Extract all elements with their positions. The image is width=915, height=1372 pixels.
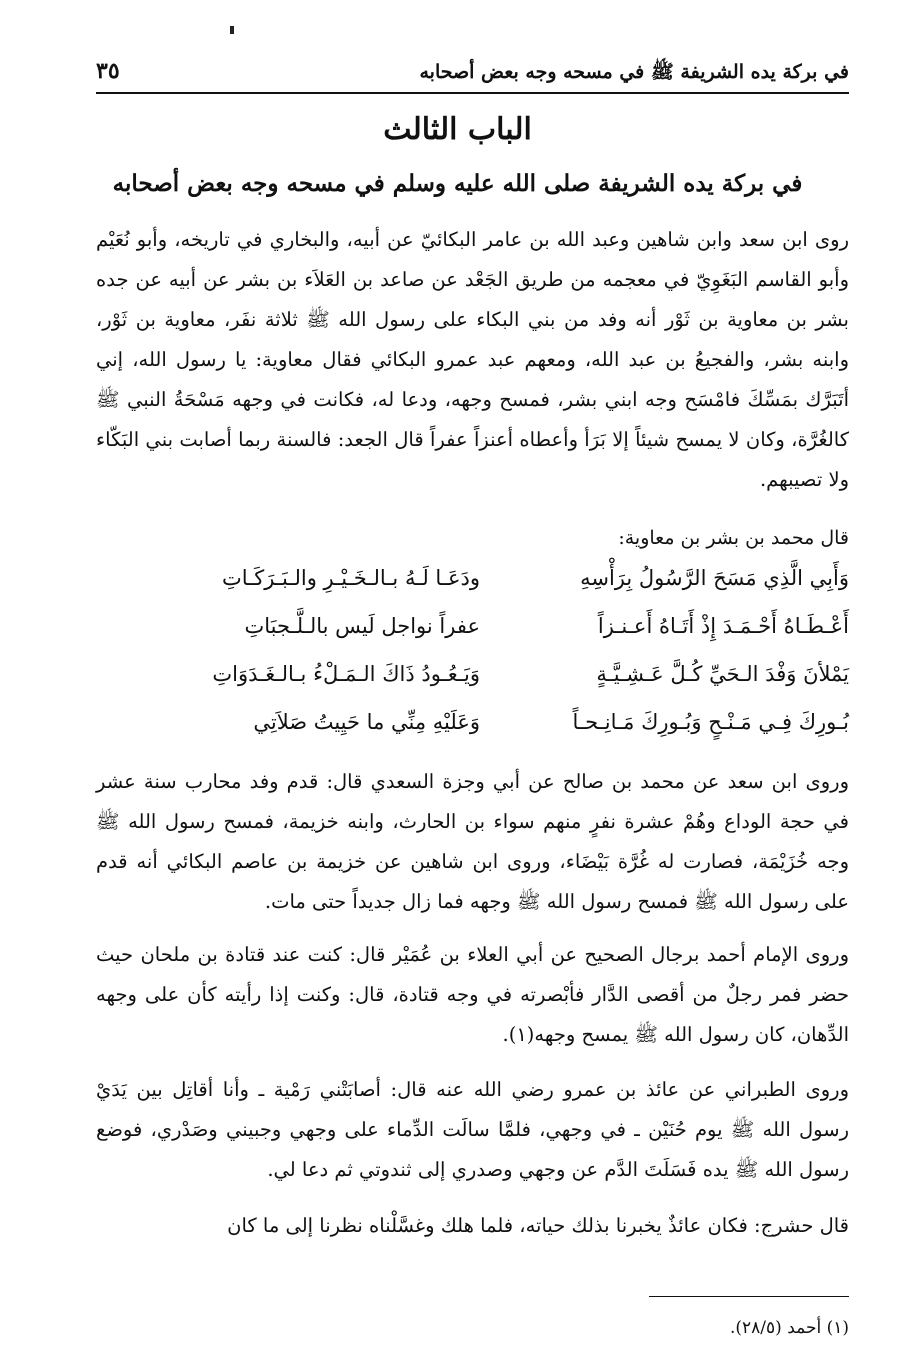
verse-second-half: ودَعَـا لَـهُ بـالـخَـيْـرِ والـبَـرَكَـاتِ: [221, 566, 480, 590]
paragraph-narration-5: قال حشرج: فكان عائذٌ يخبرنا بذلك حياته، فلما هلك وغسَّلْناه نظرنا إلى ما كان: [227, 1214, 849, 1237]
paragraph-narration-2: وروى ابن سعد عن محمد بن صالح عن أبي وجزة السعدي قال: قدم وفد محارب سنة عشر في حجة الوداع وهُمْ عشرة نفرٍ منهم سواء بن الحارث، وابنه خزيمة، فمسح رسول الله ﷺ وجه خُزَيْمَة، فصارت له غُرَّة بَيْضَاء، وروى ابن شاهين عن خزيمة بن عاصم البكائي أنه قدم على رسول الله ﷺ فمسح رسول الله ﷺ وجهه فما زال جديداً حتى مات.: [96, 770, 849, 913]
running-header: [96, 58, 849, 94]
paragraph-narration-1: روى ابن سعد وابن شاهين وعبد الله بن عامر البكائيّ عن أبيه، والبخاري في تاريخه، وأبو نُعَيْم وأبو القاسم البَغَوِيّ في معجمه من طريق الجَعْد عن صاعد بن العَلاَء بن بشر عن أبيه عن جده بشر بن معاوية بن ثَوْر أنه وفد من بني البكاء على رسول الله ﷺ ثلاثة نفَر، معاوية بن ثَوْر، وابنه بشر، والفجيعُ بن عبد الله، ومعهم عبد عمرو البكائي فقال معاوية: يا رسول الله، إني أتَبَرَّك بمَسِّكَ فامْسَح وجه ابني بشر، فمسح وجهه، ودعا له، فكانت في وجهه مَسْحَةُ النبي ﷺ كالغُرَّة، وكان لا يمسح شيئاً إلا بَرَأ وأعطاه أعنزاً عفراً قال الجعد: فالسنة ربما أصابت بني البَكّاء ولا تصيبهم.: [96, 228, 849, 491]
poem-intro: قال محمد بن بشر بن معاوية:: [618, 527, 849, 549]
verse-first-half: أَعْـطَـاهُ أَحْـمَـدَ إِذْ أَتَـاهُ أَعـنـزاً: [597, 614, 849, 638]
chapter-title: الباب الثالث: [383, 112, 532, 147]
poem: [180, 566, 849, 758]
poem-verse: [180, 614, 849, 662]
chapter-subtitle: في بركة يده الشريفة صلى الله عليه وسلم في مسحه وجه بعض أصحابه: [112, 170, 803, 197]
paragraph-narration-4: وروى الطبراني عن عائذ بن عمرو رضي الله عنه قال: أصابَتْني رَمْية ـ وأنا أقاتِل بين يَدَيْ رسول الله ﷺ يوم حُنَيْن ـ في وجهي، فلمَّا سالَت الدِّماء على وجهي وجبيني وصَدْري، فوضع رسول الله ﷺ يده فَسَلَتَ الدَّم عن وجهي وصدري إلى ثندوتي ثم دعا لي.: [96, 1078, 849, 1181]
paragraph-narration-3: وروى الإمام أحمد برجال الصحيح عن أبي العلاء بن عُمَيْر قال: كنت عند قتادة بن ملحان حيث حضر فمر رجلٌ من أقصى الدَّار فأبْصرته في وجه قتادة، قال: وكنت إذا رأيته كأن على وجهه الدِّهان، كان رسول الله ﷺ يمسح وجهه(١).: [96, 943, 849, 1046]
verse-first-half: يَمْلأنَ وَفْدَ الـحَيِّ كُـلَّ عَـشِـيَّـةٍ: [596, 662, 849, 686]
verse-second-half: وَعَلَيْهِ مِنِّي ما حَيِيتُ صَلاَتِي: [253, 710, 480, 734]
verse-second-half: وَيَـعُـودُ ذَاكَ الـمَـلْءُ بـالـغَـدَوَاتِ: [212, 662, 480, 686]
footnote-divider: [649, 1296, 849, 1297]
verse-first-half: بُـورِكَ فِـي مَـنْـحٍ وَبُـورِكَ مَـانِـحـاً: [572, 710, 849, 734]
poem-verse: [180, 566, 849, 614]
poem-verse: [180, 662, 849, 710]
verse-first-half: وَأَبِي الَّذِي مَسَحَ الرَّسُولُ بِرَأْسِهِ: [580, 566, 849, 590]
verse-second-half: عفراً نواجل لَيس بالـلَّـجبَاتِ: [244, 614, 480, 638]
poem-verse: [180, 710, 849, 758]
running-title: في بركة يده الشريفة ﷺ في مسحه وجه بعض أصحابه: [419, 61, 849, 83]
scan-speck: [230, 26, 234, 34]
page-number: ٣٥: [96, 58, 120, 84]
footnote: (١) أحمد (٢٨/٥).: [729, 1318, 849, 1338]
